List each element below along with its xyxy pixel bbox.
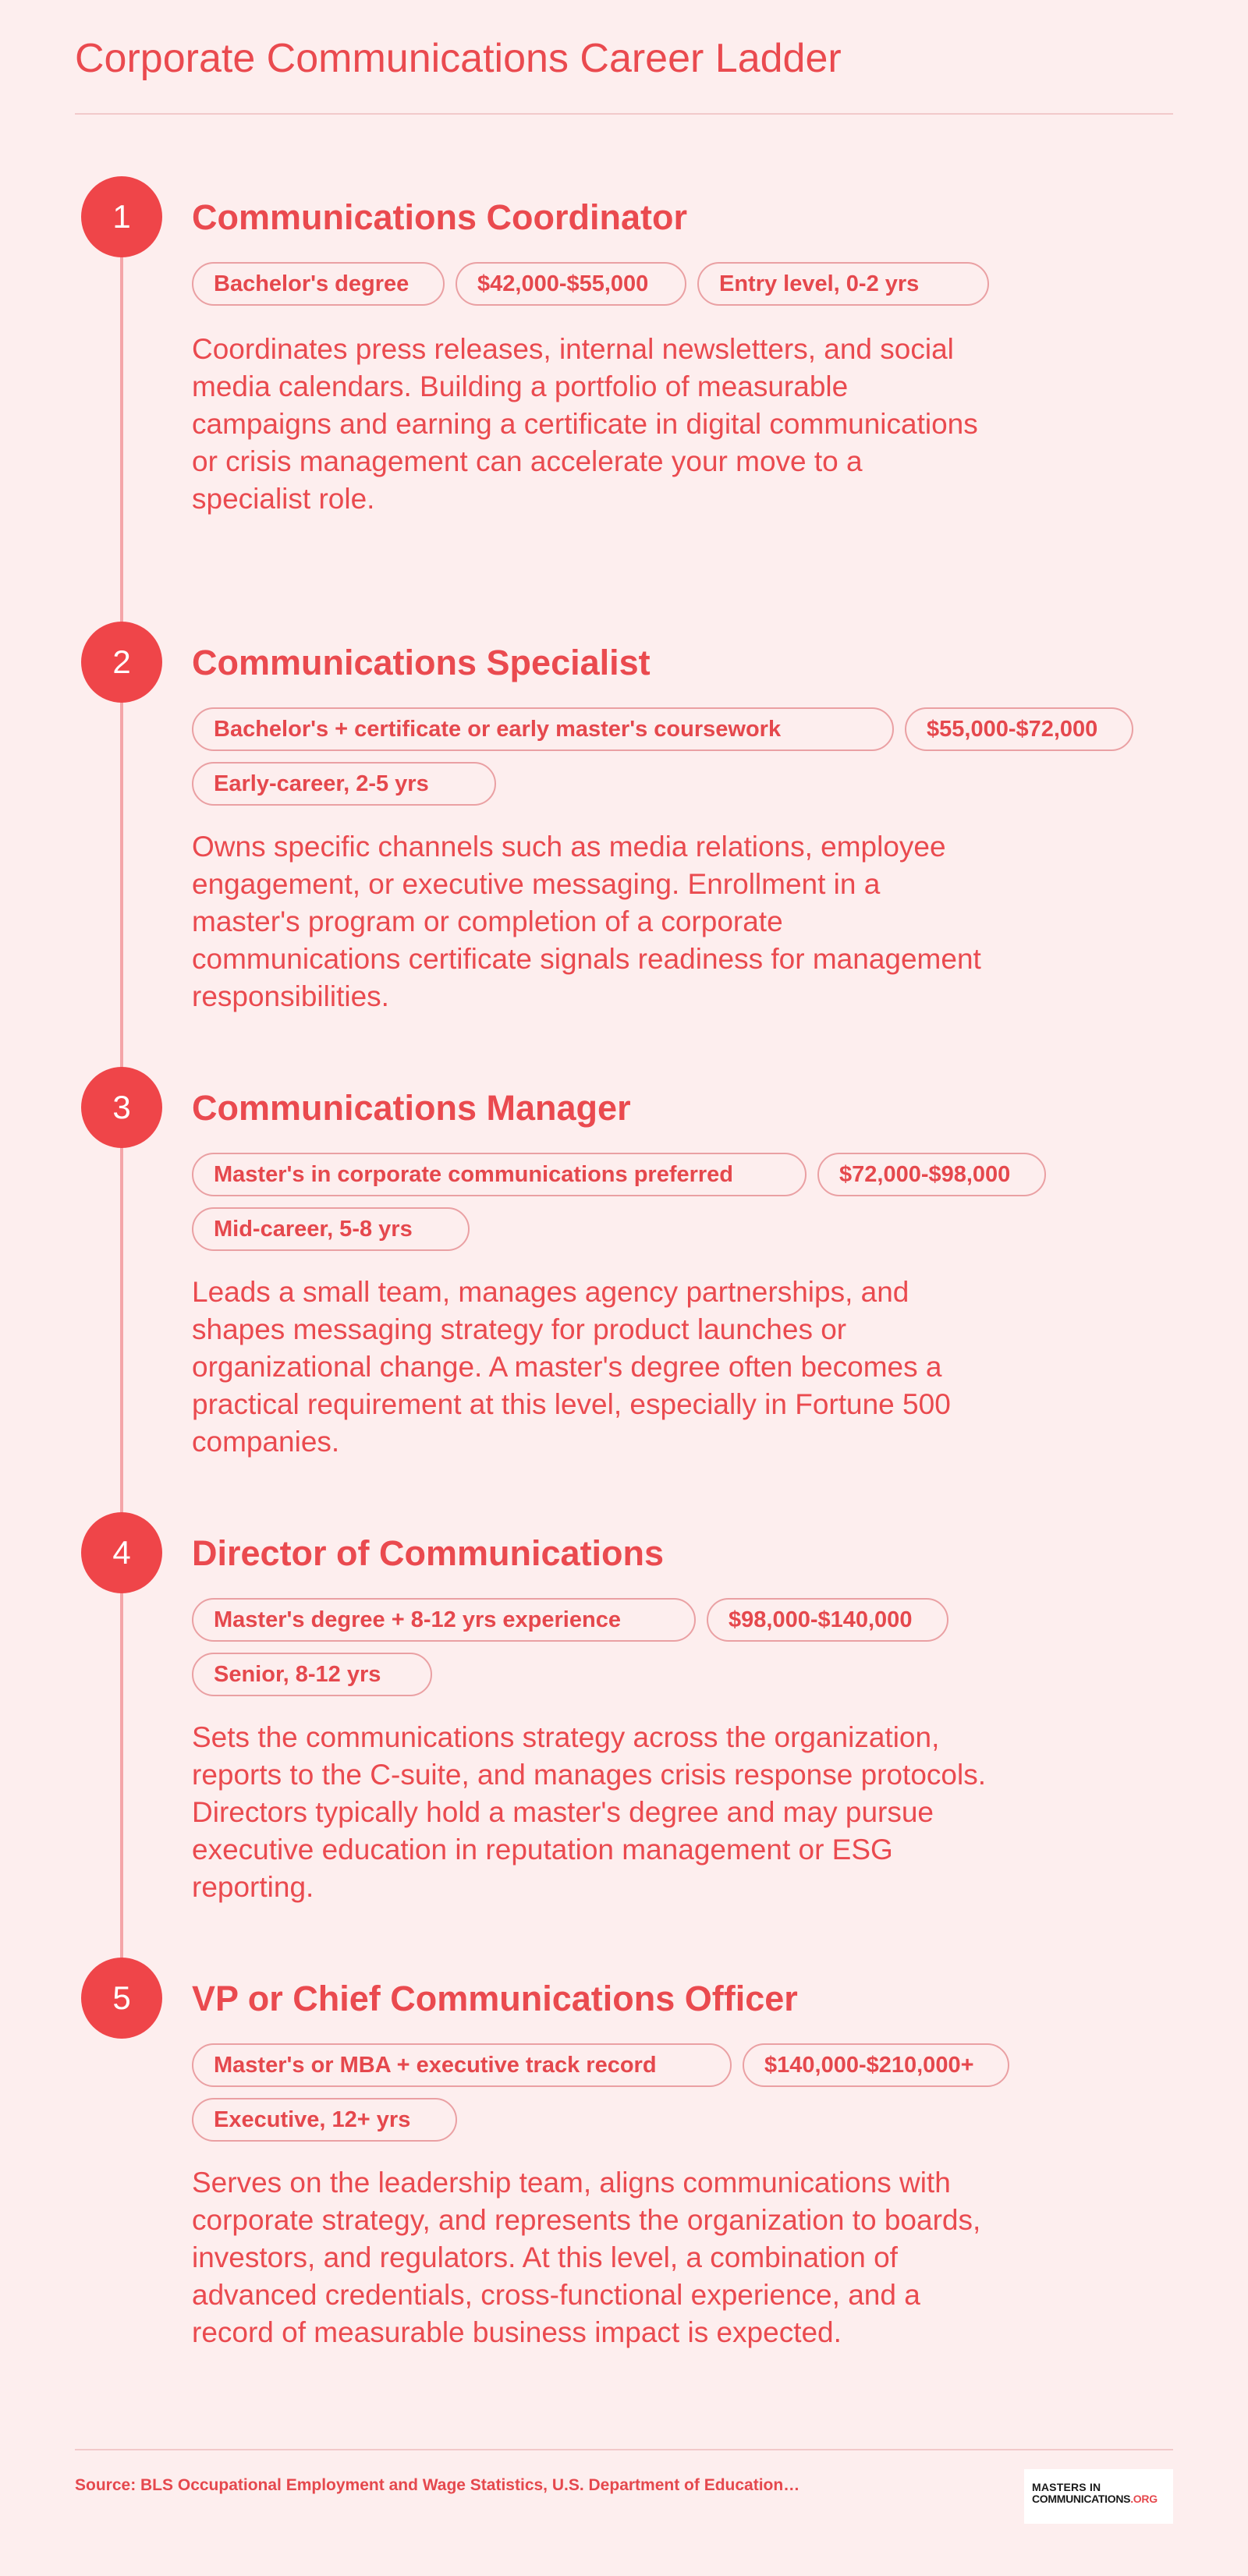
step-title: Communications Coordinator — [192, 197, 688, 237]
education-tag: Bachelor's + certificate or early master's coursework — [192, 707, 894, 751]
step-description: Sets the communications strategy across the organization, reports to the C-suite, and manages crisis response protocols. Directors typically hold a master's degree and may pursue executive education in reputation management or ESG reporting. — [192, 1721, 986, 1903]
salary-tag: $98,000-$140,000 — [707, 1598, 948, 1642]
step-title: Communications Manager — [192, 1088, 631, 1128]
education-tag: Bachelor's degree — [192, 262, 445, 306]
salary-tag: $140,000-$210,000+ — [743, 2043, 1009, 2087]
source-note: Source: BLS Occupational Employment and Wage Statistics, U.S. Department of Education… — [75, 2476, 800, 2494]
logo-org-suffix: .ORG — [1130, 2493, 1158, 2505]
step-description: Coordinates press releases, internal newsletters, and social media calendars. Building a portfolio of measurable campaigns and earning a certificate in digital communications or crisis management can accelerate your move to a specialist role. — [192, 333, 978, 515]
step-description: Serves on the leadership team, aligns communications with corporate strategy, and represents the organization to boards, investors, and regulators. At this level, a combination of advanced credentials, cross-functional experience, and a record of measurable business impact is expected. — [192, 2167, 981, 2348]
salary-tag: $72,000-$98,000 — [817, 1153, 1046, 1196]
salary-tag: $42,000-$55,000 — [456, 262, 686, 306]
experience-tag: Mid-career, 5-8 yrs — [192, 1207, 470, 1251]
page-title: Corporate Communications Career Ladder — [75, 36, 842, 81]
step-tags — [192, 262, 1167, 306]
step-title: Director of Communications — [192, 1533, 665, 1573]
education-tag: Master's or MBA + executive track record — [192, 2043, 732, 2087]
career-ladder-page — [75, 0, 1173, 2576]
logo-line-1: MASTERS IN — [1032, 2481, 1101, 2493]
experience-tag: Early-career, 2-5 yrs — [192, 762, 496, 806]
step-description: Owns specific channels such as media relations, employee engagement, or executive messaging. Enrollment in a master's program or completion of a corporate communications certificate signals readiness for management responsibilities. — [192, 831, 981, 1012]
experience-tag: Senior, 8-12 yrs — [192, 1653, 432, 1696]
experience-tag: Entry level, 0-2 yrs — [697, 262, 989, 306]
salary-tag: $55,000-$72,000 — [905, 707, 1133, 751]
experience-tag: Executive, 12+ yrs — [192, 2098, 457, 2142]
step-tags — [192, 1598, 1167, 1696]
step-number-badge: 5 — [81, 1958, 162, 2039]
header-divider — [75, 113, 1173, 115]
mastersincommunications-logo[interactable] — [1024, 2469, 1173, 2524]
logo-line-2 — [1032, 2493, 1173, 2505]
step-description: Leads a small team, manages agency partnerships, and shapes messaging strategy for product launches or organizational change. A master's degree often becomes a practical requirement at this level, especially in Fortune 500 companies. — [192, 1276, 951, 1458]
step-number-badge: 4 — [81, 1512, 162, 1593]
logo-line-2-text: COMMUNICATIONS — [1032, 2493, 1131, 2505]
step-number-badge: 2 — [81, 622, 162, 703]
education-tag: Master's in corporate communications preferred — [192, 1153, 807, 1196]
education-tag: Master's degree + 8-12 yrs experience — [192, 1598, 696, 1642]
step-title: VP or Chief Communications Officer — [192, 1979, 798, 2018]
step-tags — [192, 1153, 1167, 1251]
step-tags — [192, 707, 1167, 806]
step-number-badge: 1 — [81, 176, 162, 257]
step-number-badge: 3 — [81, 1067, 162, 1148]
step-title: Communications Specialist — [192, 643, 651, 682]
footer-divider — [75, 2449, 1173, 2450]
step-tags — [192, 2043, 1167, 2142]
